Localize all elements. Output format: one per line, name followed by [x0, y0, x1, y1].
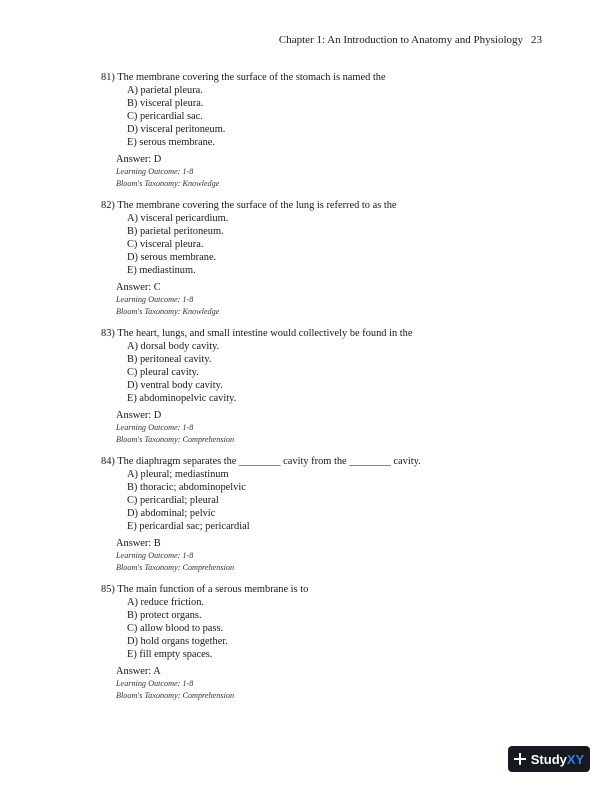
option-c: C) pleural cavity.: [127, 367, 199, 378]
answer-key: Answer: D: [116, 154, 162, 165]
option-b: B) visceral pleura.: [127, 98, 204, 109]
question-85: [101, 583, 521, 702]
option-a: A) reduce friction.: [127, 597, 205, 608]
blooms-taxonomy: Bloom's Taxonomy: Knowledge: [116, 179, 220, 188]
option-d: D) serous membrane.: [127, 252, 217, 263]
blooms-taxonomy: Bloom's Taxonomy: Comprehension: [116, 435, 235, 444]
answer-options: [101, 468, 521, 533]
option-d: D) hold organs together.: [127, 636, 228, 647]
blooms-taxonomy: Bloom's Taxonomy: Comprehension: [116, 691, 235, 700]
learning-outcome: Learning Outcome: 1-8: [116, 551, 194, 560]
answer-key: Answer: A: [116, 666, 161, 677]
question-text: 85) The main function of a serous membrane is to: [101, 584, 309, 595]
studyxy-badge[interactable]: [508, 746, 590, 772]
chapter-title: Chapter 1: An Introduction to Anatomy and Physiology: [278, 34, 523, 46]
blooms-taxonomy: Bloom's Taxonomy: Knowledge: [116, 307, 220, 316]
answer-options: [101, 212, 521, 277]
option-b: B) peritoneal cavity.: [127, 354, 212, 365]
blooms-taxonomy: Bloom's Taxonomy: Comprehension: [116, 563, 235, 572]
option-d: D) visceral peritoneum.: [127, 124, 226, 135]
option-a: A) pleural; mediastinum: [127, 469, 229, 480]
option-c: C) pericardial sac.: [127, 111, 203, 122]
learning-outcome: Learning Outcome: 1-8: [116, 423, 194, 432]
option-b: B) parietal peritoneum.: [127, 226, 224, 237]
option-e: E) mediastinum.: [127, 265, 196, 276]
page-number: 23: [531, 34, 542, 46]
option-a: A) dorsal body cavity.: [127, 341, 220, 352]
answer-key: Answer: C: [116, 282, 161, 293]
question-82: [101, 199, 521, 318]
plus-icon: [514, 753, 526, 765]
option-e: E) fill empty spaces.: [127, 649, 213, 660]
brand-name: Study: [530, 751, 567, 767]
option-a: A) visceral pericardium.: [127, 213, 229, 224]
question-81: [101, 71, 521, 190]
option-c: C) pericardial; pleural: [127, 495, 219, 506]
question-83: [101, 327, 521, 446]
option-a: A) parietal pleura.: [127, 85, 203, 96]
option-e: E) serous membrane.: [127, 137, 216, 148]
option-d: D) ventral body cavity.: [127, 380, 223, 391]
brand-accent: XY: [566, 751, 585, 767]
question-text: 83) The heart, lungs, and small intestine would collectively be found in the: [101, 328, 413, 339]
question-84: [101, 455, 521, 574]
question-text: 81) The membrane covering the surface of the stomach is named the: [101, 72, 386, 83]
answer-key: Answer: D: [116, 410, 162, 421]
learning-outcome: Learning Outcome: 1-8: [116, 167, 194, 176]
option-b: B) protect organs.: [127, 610, 202, 621]
question-text: 82) The membrane covering the surface of the lung is referred to as the: [101, 200, 397, 211]
answer-options: [101, 84, 521, 149]
option-b: B) thoracic; abdominopelvic: [127, 482, 246, 493]
option-d: D) abdominal; pelvic: [127, 508, 216, 519]
answer-options: [101, 340, 521, 405]
question-text: 84) The diaphragm separates the ________ cavity from the ________ cavity.: [101, 456, 421, 467]
option-e: E) pericardial sac; pericardial: [127, 521, 250, 532]
option-c: C) allow blood to pass.: [127, 623, 224, 634]
option-c: C) visceral pleura.: [127, 239, 204, 250]
page-header: [279, 34, 542, 46]
learning-outcome: Learning Outcome: 1-8: [116, 679, 194, 688]
learning-outcome: Learning Outcome: 1-8: [116, 295, 194, 304]
option-e: E) abdominopelvic cavity.: [127, 393, 237, 404]
answer-key: Answer: B: [116, 538, 161, 549]
answer-options: [101, 596, 521, 661]
